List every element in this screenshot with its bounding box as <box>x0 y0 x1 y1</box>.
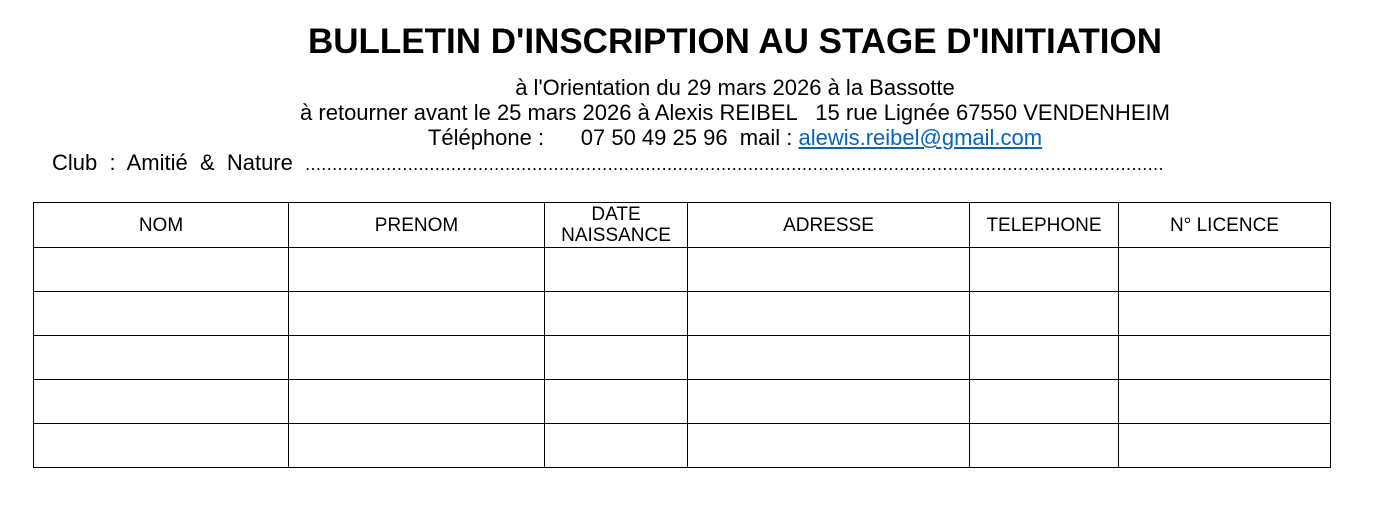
cell-prenom[interactable] <box>289 424 545 468</box>
cell-prenom[interactable] <box>289 336 545 380</box>
table-header-row <box>34 203 1331 248</box>
cell-adresse[interactable] <box>688 292 970 336</box>
column-header-prenom: PRENOM <box>289 203 545 248</box>
cell-licence[interactable] <box>1119 292 1331 336</box>
cell-licence[interactable] <box>1119 248 1331 292</box>
event-date-line: à l'Orientation du 29 mars 2026 à la Bassotte <box>515 75 955 100</box>
club-label: Club : Amitié & Nature <box>52 150 306 175</box>
column-header-telephone: TELEPHONE <box>970 203 1119 248</box>
column-header-adresse: ADRESSE <box>688 203 970 248</box>
phone-label: Téléphone : 07 50 49 25 96 mail : <box>427 125 799 150</box>
table-row <box>34 424 1331 468</box>
cell-nom[interactable] <box>34 380 289 424</box>
club-dotted-line: ............................................................................................................................................................... <box>305 154 1164 174</box>
cell-nom[interactable] <box>34 248 289 292</box>
cell-date-naissance[interactable] <box>545 424 688 468</box>
cell-nom[interactable] <box>34 336 289 380</box>
table-row <box>34 292 1331 336</box>
table-row <box>34 336 1331 380</box>
cell-adresse[interactable] <box>688 424 970 468</box>
cell-prenom[interactable] <box>289 380 545 424</box>
cell-date-naissance[interactable] <box>545 248 688 292</box>
cell-adresse[interactable] <box>688 336 970 380</box>
cell-date-naissance[interactable] <box>545 336 688 380</box>
cell-licence[interactable] <box>1119 424 1331 468</box>
form-title: BULLETIN D'INSCRIPTION AU STAGE D'INITIATION <box>307 22 1163 61</box>
cell-licence[interactable] <box>1119 336 1331 380</box>
email-link[interactable]: alewis.reibel@gmail.com <box>798 125 1043 150</box>
cell-prenom[interactable] <box>289 292 545 336</box>
cell-prenom[interactable] <box>289 248 545 292</box>
table-row <box>34 380 1331 424</box>
cell-telephone[interactable] <box>970 248 1119 292</box>
column-header-nom: NOM <box>34 203 289 248</box>
cell-date-naissance[interactable] <box>545 380 688 424</box>
return-address-line: à retourner avant le 25 mars 2026 à Alexis REIBEL 15 rue Lignée 67550 VENDENHEIM <box>300 100 1170 125</box>
cell-telephone[interactable] <box>970 380 1119 424</box>
cell-telephone[interactable] <box>970 336 1119 380</box>
cell-licence[interactable] <box>1119 380 1331 424</box>
cell-nom[interactable] <box>34 292 289 336</box>
contact-line <box>0 125 1400 151</box>
column-header-date-naissance: DATE NAISSANCE <box>545 203 688 248</box>
registration-table <box>33 202 1331 468</box>
cell-date-naissance[interactable] <box>545 292 688 336</box>
cell-telephone[interactable] <box>970 424 1119 468</box>
cell-adresse[interactable] <box>688 248 970 292</box>
cell-nom[interactable] <box>34 424 289 468</box>
column-header-licence: N° LICENCE <box>1119 203 1331 248</box>
table-row <box>34 248 1331 292</box>
cell-telephone[interactable] <box>970 292 1119 336</box>
club-line <box>52 150 1292 177</box>
cell-adresse[interactable] <box>688 380 970 424</box>
